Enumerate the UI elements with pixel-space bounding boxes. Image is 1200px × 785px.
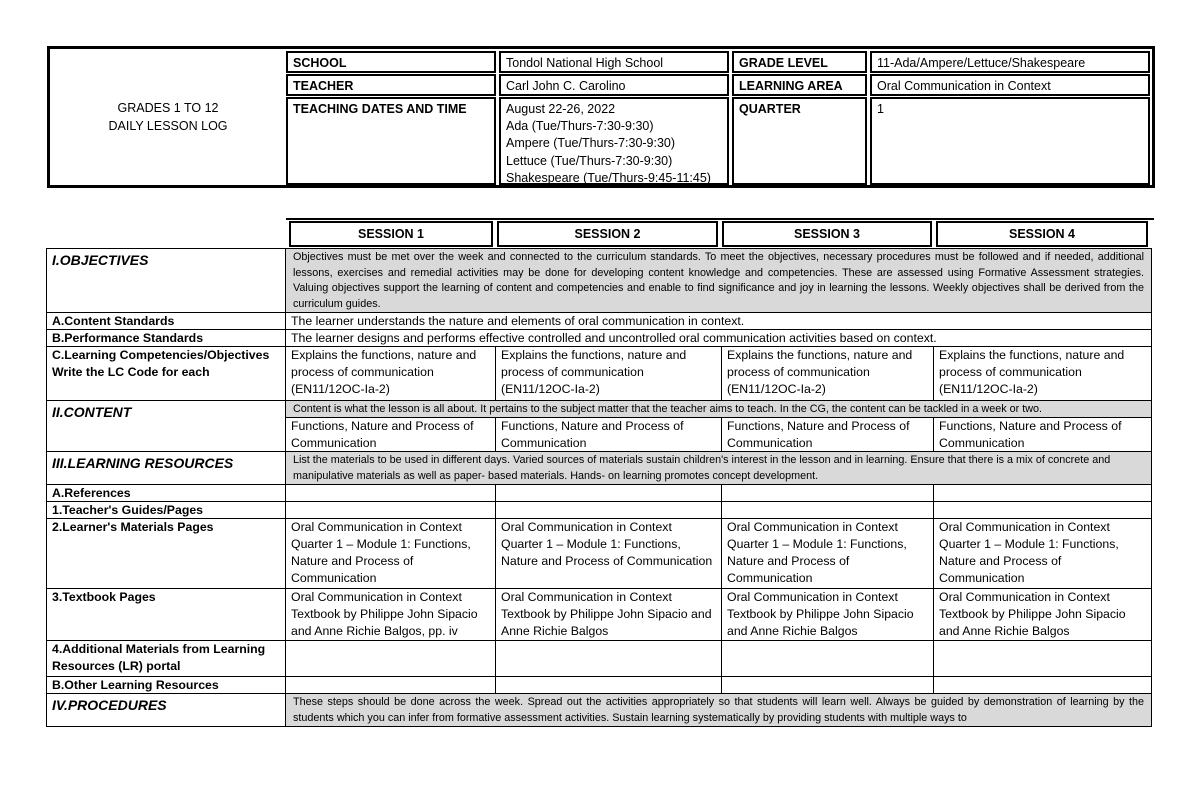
textbook-label: 3.Textbook Pages — [46, 589, 286, 641]
document-title — [50, 49, 286, 185]
grade-level-label: GRADE LEVEL — [732, 51, 867, 73]
textbook-cell: Oral Communication in Context Textbook by Philippe John Sipacio and Anne Richie Balgos, pp. iv — [286, 589, 496, 641]
school-value: Tondol National High School — [499, 51, 729, 73]
content-note: Content is what the lesson is all about. It pertains to the subject matter that the teacher aims to teach. In the CG, the content can be tackled in a week or two. — [286, 401, 1152, 418]
table-row-other-resources — [46, 677, 1152, 694]
dates-line: Lettuce (Tue/Thurs-7:30-9:30) — [506, 153, 673, 168]
lesson-table — [46, 248, 1152, 727]
dates-line: August 22-26, 2022 — [506, 102, 616, 116]
table-row-performance-standards — [46, 330, 1152, 347]
learners-materials-cell: Oral Communication in Context Quarter 1 – Module 1: Functions, Nature and Process of Communication — [934, 519, 1152, 589]
learning-area-value: Oral Communication in Context — [870, 74, 1150, 96]
additional-materials-cell — [286, 641, 496, 677]
teachers-guides-cell — [934, 502, 1152, 519]
competencies-label-line: Write the LC Code for each — [52, 365, 210, 379]
content-label-spacer — [46, 418, 286, 452]
references-cell — [722, 485, 934, 502]
content-standards-value: The learner understands the nature and elements of oral communication in context. — [286, 313, 1152, 330]
objectives-note: Objectives must be met over the week and connected to the curriculum standards. To meet the objectives, necessary procedures must be followed and if needed, additional lessons, exercises and remedial activities may be done for developing content knowledge and competencies. These are assessed using Formative Assessment strategies. Valuing objectives support the learning of content and competencies and enable to find significance and joy in learning the lessons. Weekly objectives shall be derived from the curriculum guides. — [286, 249, 1152, 313]
table-row-textbook — [46, 589, 1152, 641]
additional-materials-label — [46, 641, 286, 677]
textbook-cell: Oral Communication in Context Textbook by Philippe John Sipacio and Anne Richie Balgos — [722, 589, 934, 641]
other-resources-label: B.Other Learning Resources — [46, 677, 286, 694]
teaching-dates-label: TEACHING DATES AND TIME — [286, 97, 496, 185]
session-4-header: SESSION 4 — [936, 221, 1148, 247]
learning-area-label: LEARNING AREA — [732, 74, 867, 96]
competencies-label-line: C.Learning Competencies/Objectives — [52, 348, 270, 362]
teachers-guides-cell — [286, 502, 496, 519]
session-1-header: SESSION 1 — [289, 221, 493, 247]
textbook-cell: Oral Communication in Context Textbook by Philippe John Sipacio and Anne Richie Balgos — [934, 589, 1152, 641]
content-cell: Functions, Nature and Process of Communication — [722, 418, 934, 452]
competency-cell: Explains the functions, nature and process of communication (EN11/12OC-Ia-2) — [496, 347, 722, 401]
quarter-label: QUARTER — [732, 97, 867, 185]
learning-resources-label: III.LEARNING RESOURCES — [46, 452, 286, 485]
table-row-learning-resources — [46, 452, 1152, 485]
additional-materials-cell — [722, 641, 934, 677]
content-label: II.CONTENT — [46, 401, 286, 418]
additional-materials-cell — [496, 641, 722, 677]
procedures-label: IV.PROCEDURES — [46, 694, 286, 727]
additional-materials-label-line: 4.Additional Materials from Learning — [52, 642, 266, 656]
competency-cell: Explains the functions, nature and process of communication (EN11/12OC-Ia-2) — [934, 347, 1152, 401]
other-resources-cell — [496, 677, 722, 694]
content-standards-label: A.Content Standards — [46, 313, 286, 330]
table-row-learners-materials — [46, 519, 1152, 589]
grade-level-value: 11-Ada/Ampere/Lettuce/Shakespeare — [870, 51, 1150, 73]
teachers-guides-label: 1.Teacher's Guides/Pages — [46, 502, 286, 519]
additional-materials-label-line: Resources (LR) portal — [52, 659, 181, 673]
references-cell — [496, 485, 722, 502]
learning-resources-note: List the materials to be used in different days. Varied sources of materials sustain children's interest in the lesson and in learning. Ensure that there is a mix of concrete and manipulative materials as well as paper- based materials. Hands- on learning promotes concept development. — [286, 452, 1152, 485]
table-row-content-standards — [46, 313, 1152, 330]
references-label: A.References — [46, 485, 286, 502]
session-3-header: SESSION 3 — [722, 221, 932, 247]
teaching-dates-value — [499, 97, 729, 185]
performance-standards-value: The learner designs and performs effective controlled and uncontrolled oral communication activities based on context. — [286, 330, 1152, 347]
dates-line: Ada (Tue/Thurs-7:30-9:30) — [506, 119, 654, 134]
quarter-value: 1 — [870, 97, 1150, 185]
learners-materials-cell: Oral Communication in Context Quarter 1 – Module 1: Functions, Nature and Process of Communication — [496, 519, 722, 589]
table-row-competencies — [46, 347, 1152, 401]
other-resources-cell — [286, 677, 496, 694]
objectives-label: I.OBJECTIVES — [46, 249, 286, 313]
competency-cell: Explains the functions, nature and process of communication (EN11/12OC-Ia-2) — [286, 347, 496, 401]
content-cell: Functions, Nature and Process of Communication — [286, 418, 496, 452]
performance-standards-label: B.Performance Standards — [46, 330, 286, 347]
title-line-1: GRADES 1 TO 12 — [117, 101, 219, 115]
procedures-note: These steps should be done across the week. Spread out the activities appropriately so that students will learn well. Always be guided by demonstration of learning by the students which you can infer from formative assessment activities. Sustain learning systematically by providing students with multiple ways to — [286, 694, 1152, 727]
learners-materials-cell: Oral Communication in Context Quarter 1 – Module 1: Functions, Nature and Process of Communication — [722, 519, 934, 589]
table-row-content — [46, 418, 1152, 452]
lesson-log-header — [47, 46, 1155, 188]
table-row-teachers-guides — [46, 502, 1152, 519]
references-cell — [934, 485, 1152, 502]
competency-cell: Explains the functions, nature and process of communication (EN11/12OC-Ia-2) — [722, 347, 934, 401]
table-row-additional-materials — [46, 641, 1152, 677]
other-resources-cell — [722, 677, 934, 694]
school-label: SCHOOL — [286, 51, 496, 73]
title-line-2: DAILY LESSON LOG — [108, 119, 228, 133]
textbook-cell: Oral Communication in Context Textbook by Philippe John Sipacio and Anne Richie Balgos — [496, 589, 722, 641]
teacher-value: Carl John C. Carolino — [499, 74, 729, 96]
other-resources-cell — [934, 677, 1152, 694]
competencies-label — [46, 347, 286, 401]
table-row-content-note — [46, 401, 1152, 418]
teacher-label: TEACHER — [286, 74, 496, 96]
learners-materials-cell: Oral Communication in Context Quarter 1 – Module 1: Functions, Nature and Process of Communication — [286, 519, 496, 589]
additional-materials-cell — [934, 641, 1152, 677]
content-cell: Functions, Nature and Process of Communication — [934, 418, 1152, 452]
table-row-procedures — [46, 694, 1152, 727]
teachers-guides-cell — [722, 502, 934, 519]
learners-materials-label: 2.Learner's Materials Pages — [46, 519, 286, 589]
dates-line: Shakespeare (Tue/Thurs-9:45-11:45) — [506, 170, 711, 185]
content-cell: Functions, Nature and Process of Communication — [496, 418, 722, 452]
session-2-header: SESSION 2 — [497, 221, 718, 247]
table-row-objectives — [46, 249, 1152, 313]
teachers-guides-cell — [496, 502, 722, 519]
references-cell — [286, 485, 496, 502]
dates-line: Ampere (Tue/Thurs-7:30-9:30) — [506, 136, 676, 151]
table-row-references — [46, 485, 1152, 502]
